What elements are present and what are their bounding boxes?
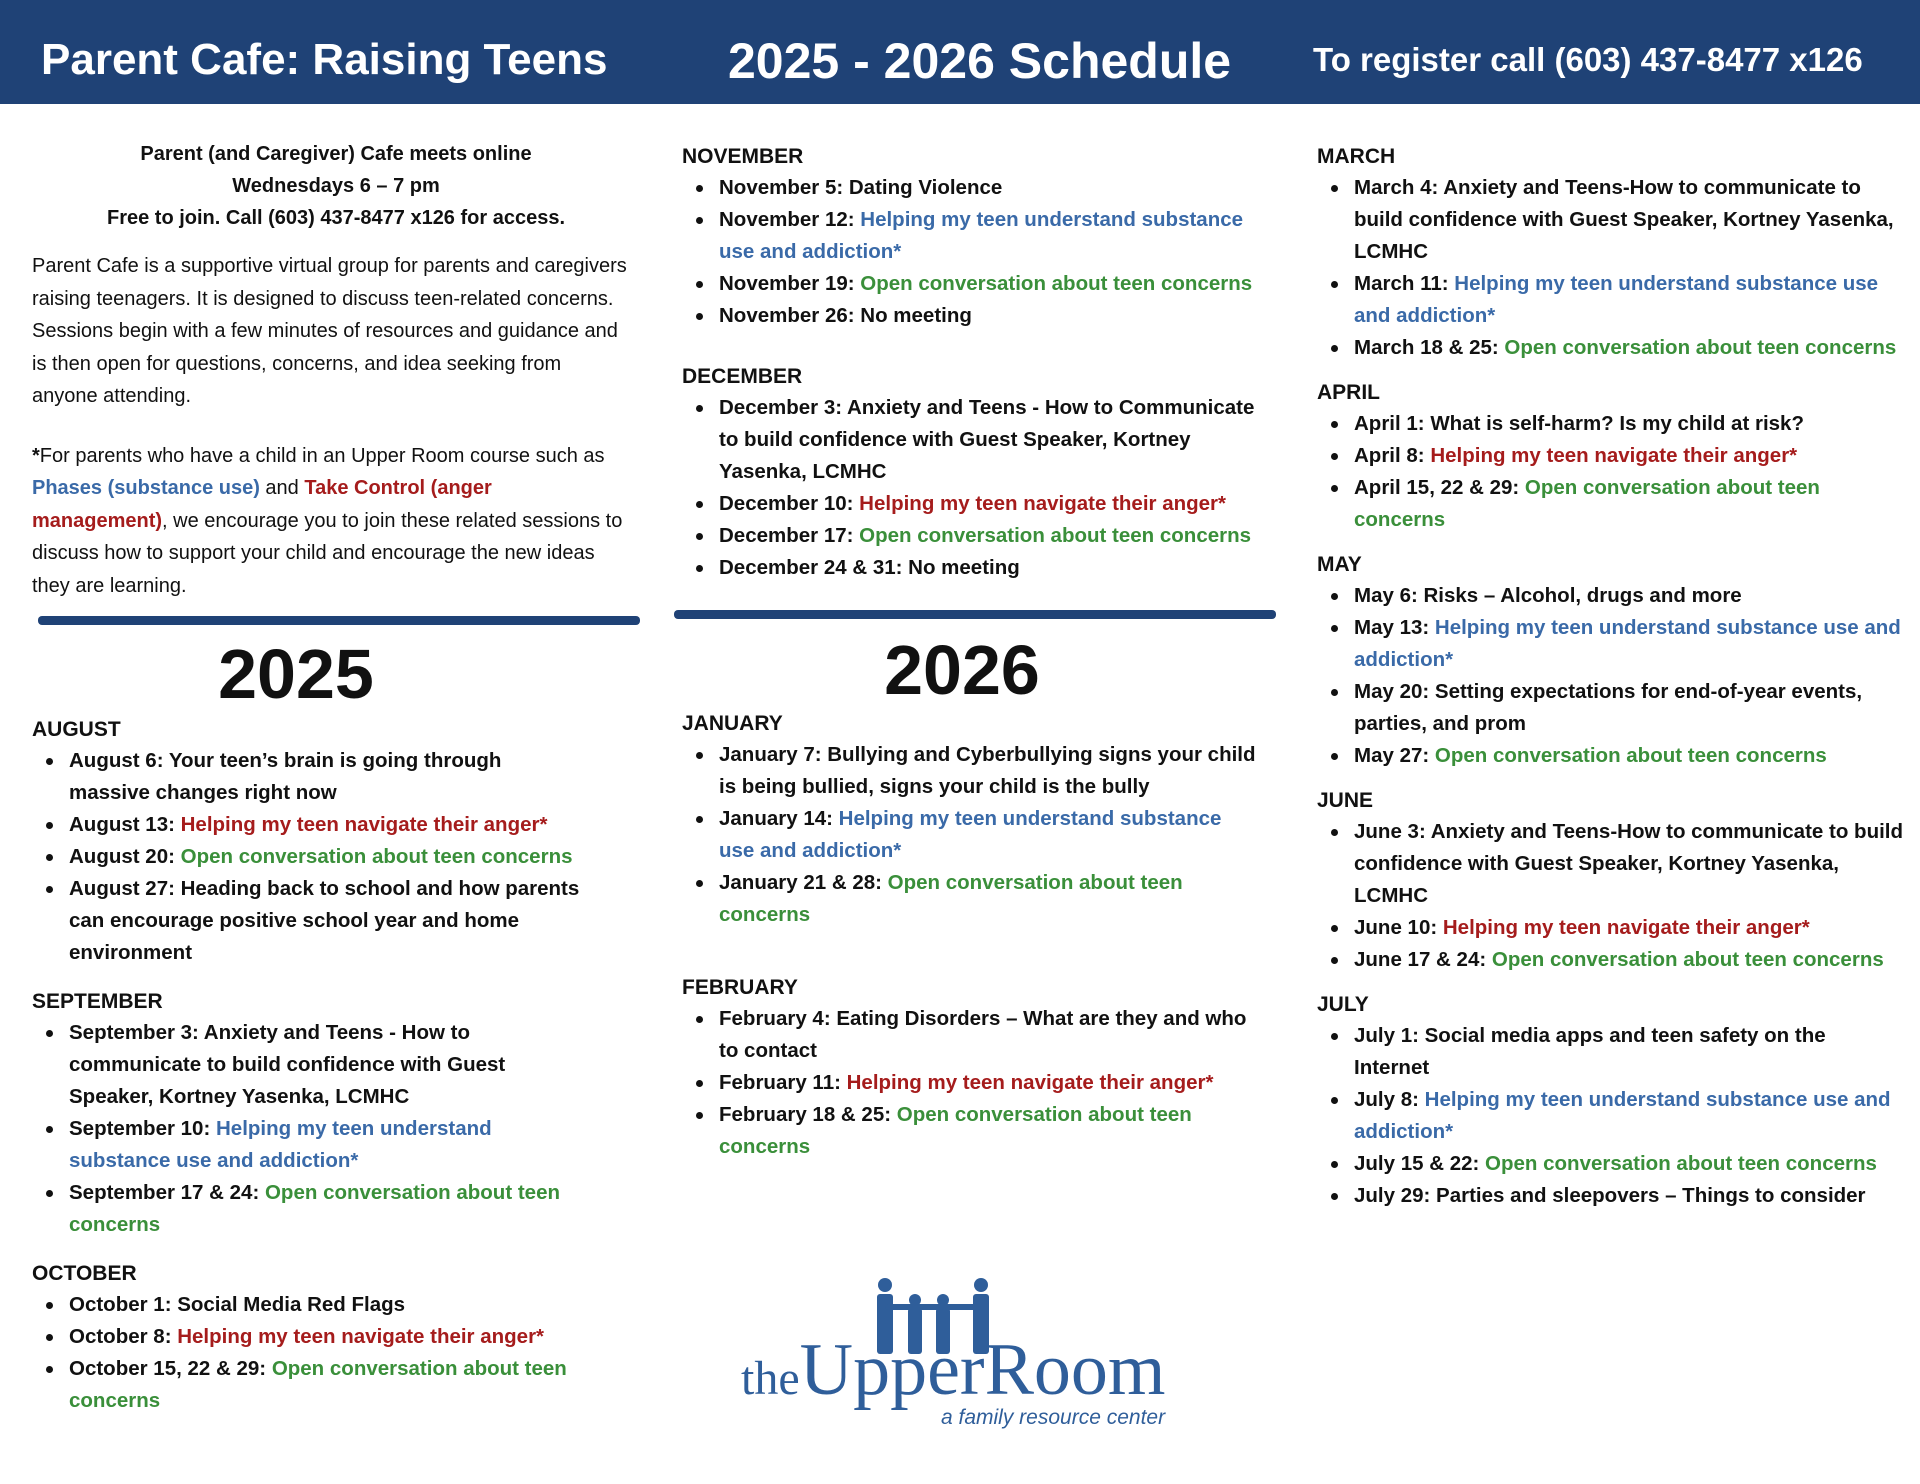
event-item: May 27: Open conversation about teen concerns bbox=[1331, 740, 1905, 772]
meeting-info-line1: Parent (and Caregiver) Cafe meets online bbox=[140, 143, 532, 165]
year-2025-heading: 2025 bbox=[218, 635, 374, 713]
event-list bbox=[1331, 1020, 1905, 1212]
event-item: April 15, 22 & 29: Open conversation about teen concerns bbox=[1331, 472, 1905, 536]
event-item: March 18 & 25: Open conversation about teen concerns bbox=[1331, 332, 1905, 364]
logo-word-the: the bbox=[741, 1352, 800, 1405]
column-left bbox=[32, 104, 640, 1417]
event-item: September 3: Anxiety and Teens - How to communicate to build confidence with Guest Speaker, Kortney Yasenka, LCMHC bbox=[46, 1017, 586, 1113]
take-control-course-link: Take Control (anger management) bbox=[32, 477, 492, 532]
month-heading: MAY bbox=[1317, 553, 1362, 576]
logo-wordmark bbox=[741, 1328, 1211, 1413]
month-october bbox=[32, 1259, 640, 1417]
month-heading: APRIL bbox=[1317, 381, 1380, 404]
upper-room-logo bbox=[741, 1278, 1211, 1430]
event-item: December 17: Open conversation about teen concerns bbox=[696, 520, 1256, 552]
event-item: January 14: Helping my teen understand substance use and addiction* bbox=[696, 803, 1256, 867]
event-item: December 3: Anxiety and Teens - How to Communicate to build confidence with Guest Speaker, Kortney Yasenka, LCMHC bbox=[696, 392, 1256, 488]
event-list bbox=[1331, 816, 1905, 976]
month-july bbox=[1317, 990, 1897, 1212]
event-list bbox=[1331, 408, 1905, 536]
note-text-a: For parents who have a child in an Upper Room course such as bbox=[39, 444, 605, 467]
divider-2025 bbox=[38, 616, 640, 625]
event-item: November 19: Open conversation about teen concerns bbox=[696, 268, 1256, 300]
event-list bbox=[46, 745, 586, 969]
event-item: November 12: Helping my teen understand substance use and addiction* bbox=[696, 204, 1256, 268]
event-list bbox=[696, 739, 1256, 931]
month-heading: JUNE bbox=[1317, 789, 1374, 812]
event-list bbox=[696, 1003, 1256, 1163]
event-item: October 15, 22 & 29: Open conversation about teen concerns bbox=[46, 1353, 586, 1417]
logo-tagline: a family resource center bbox=[941, 1406, 1166, 1429]
event-item: June 3: Anxiety and Teens-How to communicate to build confidence with Guest Speaker, Kortney Yasenka, LCMHC bbox=[1331, 816, 1905, 912]
month-february bbox=[682, 973, 1282, 1163]
event-item: February 4: Eating Disorders – What are they and who to contact bbox=[696, 1003, 1256, 1067]
event-list bbox=[46, 1289, 586, 1417]
event-item: June 10: Helping my teen navigate their anger* bbox=[1331, 912, 1905, 944]
event-item: May 20: Setting expectations for end-of-year events, parties, and prom bbox=[1331, 676, 1905, 740]
event-item: August 20: Open conversation about teen concerns bbox=[46, 841, 586, 873]
event-item: July 8: Helping my teen understand substance use and addiction* bbox=[1331, 1084, 1905, 1148]
event-item: May 6: Risks – Alcohol, drugs and more bbox=[1331, 580, 1905, 612]
meeting-info-line3: Free to join. Call (603) 437-8477 x126 for access. bbox=[106, 207, 566, 229]
month-november bbox=[682, 142, 1282, 332]
event-item: June 17 & 24: Open conversation about teen concerns bbox=[1331, 944, 1905, 976]
month-heading: NOVEMBER bbox=[682, 145, 804, 168]
event-item: January 7: Bullying and Cyberbullying signs your child is being bullied, signs your child is the bully bbox=[696, 739, 1256, 803]
event-list bbox=[1331, 172, 1905, 364]
month-may bbox=[1317, 550, 1901, 772]
logo-word-room: Room bbox=[984, 1329, 1166, 1411]
month-heading: SEPTEMBER bbox=[32, 990, 163, 1013]
logo-word-upper: Upper bbox=[799, 1329, 985, 1411]
event-item: January 21 & 28: Open conversation about teen concerns bbox=[696, 867, 1256, 931]
event-item: August 13: Helping my teen navigate their anger* bbox=[46, 809, 586, 841]
event-item: July 29: Parties and sleepovers – Things to consider bbox=[1331, 1180, 1905, 1212]
event-item: September 17 & 24: Open conversation about teen concerns bbox=[46, 1177, 586, 1241]
event-item: December 24 & 31: No meeting bbox=[696, 552, 1256, 584]
event-list bbox=[1331, 580, 1905, 772]
event-item: April 8: Helping my teen navigate their anger* bbox=[1331, 440, 1905, 472]
month-heading: JULY bbox=[1317, 993, 1369, 1016]
note-asterisk: * bbox=[32, 444, 40, 467]
event-list bbox=[696, 392, 1256, 584]
event-item: February 11: Helping my teen navigate their anger* bbox=[696, 1067, 1256, 1099]
month-heading: DECEMBER bbox=[682, 365, 803, 388]
note-text-b: , we encourage you to join these related sessions to discuss how to support your child and encourage the new ideas they are learning. bbox=[32, 509, 623, 597]
month-heading: JANUARY bbox=[682, 712, 783, 735]
event-item: August 27: Heading back to school and how parents can encourage positive school year and home environment bbox=[46, 873, 586, 969]
month-august bbox=[32, 715, 640, 969]
event-item: August 6: Your teen’s brain is going through massive changes right now bbox=[46, 745, 586, 809]
event-item: November 5: Dating Violence bbox=[696, 172, 1256, 204]
month-september bbox=[32, 987, 640, 1241]
year-2026-heading: 2026 bbox=[884, 631, 1040, 709]
note-and: and bbox=[259, 477, 305, 499]
meeting-info bbox=[32, 138, 640, 234]
phases-course-link: Phases (substance use) bbox=[32, 477, 260, 499]
month-june bbox=[1317, 786, 1904, 976]
meeting-info-line2: Wednesdays 6 – 7 pm bbox=[232, 175, 440, 197]
month-december bbox=[682, 362, 1282, 584]
event-item: March 11: Helping my teen understand substance use and addiction* bbox=[1331, 268, 1905, 332]
event-item: May 13: Helping my teen understand substance use and addiction* bbox=[1331, 612, 1905, 676]
event-item: July 1: Social media apps and teen safety on the Internet bbox=[1331, 1020, 1905, 1084]
month-heading: OCTOBER bbox=[32, 1262, 137, 1285]
program-title: Parent Cafe: Raising Teens bbox=[41, 35, 608, 84]
header-banner bbox=[0, 0, 1920, 104]
event-item: November 26: No meeting bbox=[696, 300, 1256, 332]
event-item: July 15 & 22: Open conversation about teen concerns bbox=[1331, 1148, 1905, 1180]
divider-2026 bbox=[674, 610, 1276, 619]
column-middle bbox=[682, 104, 1282, 1163]
event-list bbox=[696, 172, 1256, 332]
event-item: March 4: Anxiety and Teens-How to communicate to build confidence with Guest Speaker, Kortney Yasenka, LCMHC bbox=[1331, 172, 1905, 268]
description-paragraph: Parent Cafe is a supportive virtual group for parents and caregivers raising teenagers. It is designed to discuss teen-related concerns. Sessions begin with a few minutes of resources and guidance and is then open for questions, concerns, and idea seeking from anyone attending. bbox=[32, 255, 627, 407]
event-list bbox=[46, 1017, 586, 1241]
schedule-title: 2025 - 2026 Schedule bbox=[728, 33, 1232, 89]
event-item: October 1: Social Media Red Flags bbox=[46, 1289, 586, 1321]
month-heading: AUGUST bbox=[32, 718, 121, 741]
event-item: October 8: Helping my teen navigate their anger* bbox=[46, 1321, 586, 1353]
event-item: April 1: What is self-harm? Is my child at risk? bbox=[1331, 408, 1905, 440]
event-item: September 10: Helping my teen understand substance use and addiction* bbox=[46, 1113, 586, 1177]
event-item: December 10: Helping my teen navigate their anger* bbox=[696, 488, 1256, 520]
event-item: February 18 & 25: Open conversation about teen concerns bbox=[696, 1099, 1256, 1163]
month-heading: FEBRUARY bbox=[682, 976, 798, 999]
month-march bbox=[1317, 142, 1897, 364]
month-april bbox=[1317, 378, 1897, 536]
month-january bbox=[682, 709, 1282, 931]
register-phone: To register call (603) 437-8477 x126 bbox=[1313, 41, 1863, 78]
column-right bbox=[1317, 104, 1904, 1212]
upper-room-note bbox=[32, 440, 632, 603]
month-heading: MARCH bbox=[1317, 145, 1396, 168]
